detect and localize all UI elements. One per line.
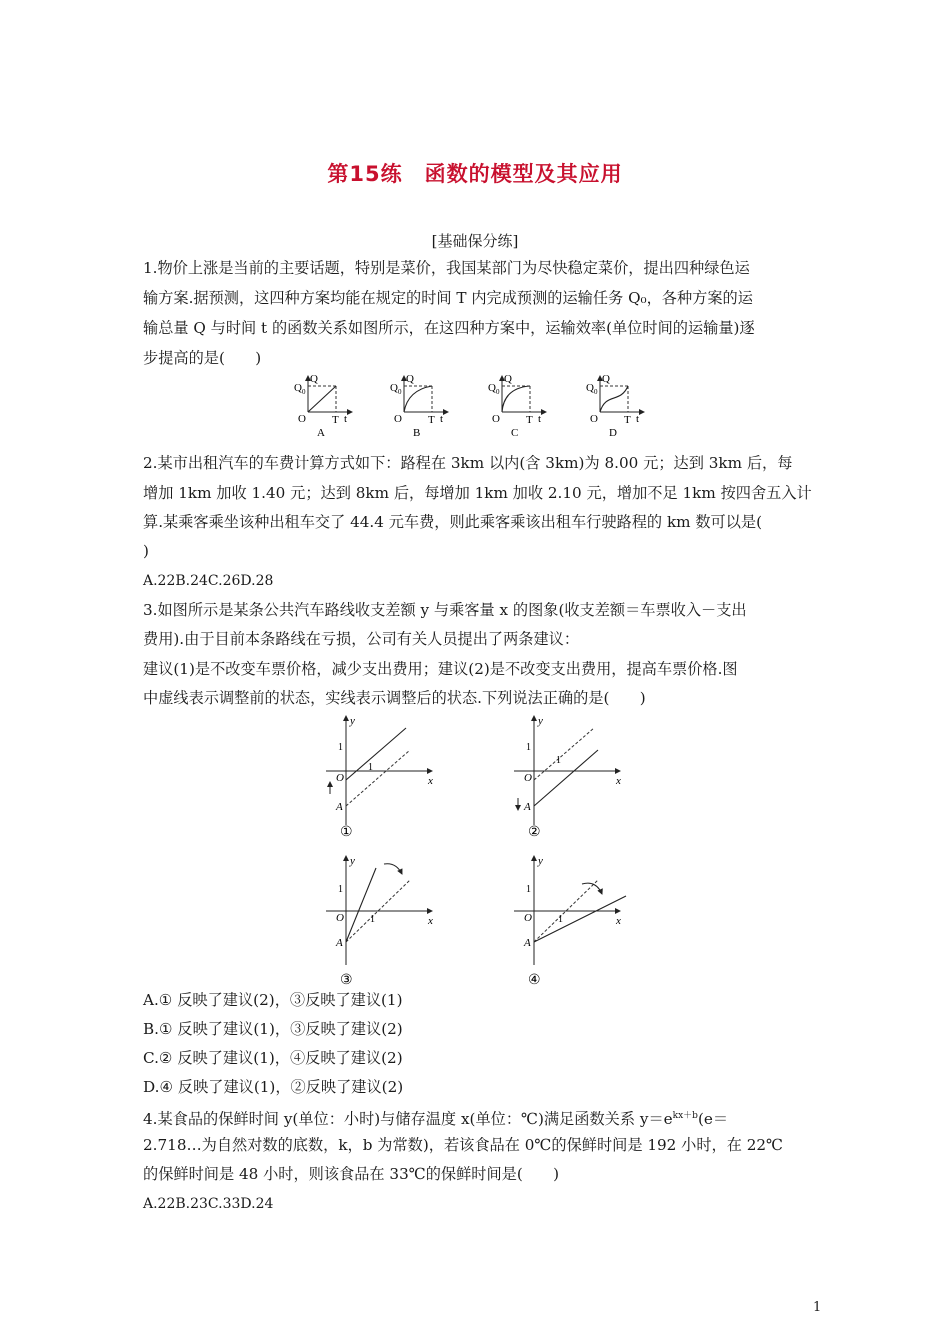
q3-graph-3 [326, 855, 433, 986]
q3-graph-caption: ④ [528, 973, 541, 986]
q1-q0-sub: 0 [398, 388, 402, 396]
q3-graph-1 [326, 715, 433, 840]
q2-line: 算.某乘客乘坐该种出租车交了 44.4 元车费，则此乘客乘该出租车行驶路程的 km 数可以是( [143, 513, 763, 531]
q3-line: 费用).由于目前本条路线在亏损，公司有关人员提出了两条建议： [143, 630, 580, 648]
q1-time-label: t [344, 413, 348, 425]
q1-t-label: T [332, 414, 339, 426]
q3-line: 建议(1)是不改变车票价格，减少支出费用；建议(2)是不改变支出费用，提高车票价格.图 [143, 660, 738, 678]
q1-q-label: Q [602, 373, 610, 385]
page-number: 1 [813, 1300, 822, 1315]
q3-option-d: D.④ 反映了建议(1)，②反映了建议(2) [143, 1078, 404, 1096]
q1-time-label: t [538, 413, 542, 425]
q3-a-label: A [336, 801, 343, 813]
q1-t-label: T [428, 414, 435, 426]
q3-graph-2 [514, 715, 621, 840]
q1-q0-label: Q [586, 382, 594, 394]
q1-o-label: O [298, 413, 306, 425]
q1-curve-c [502, 386, 530, 412]
q3-o-label: O [336, 772, 344, 784]
q3-o-label: O [524, 912, 532, 924]
q3-graph-caption: ② [528, 825, 541, 840]
q3-graphs-figure [310, 710, 650, 986]
q1-line: 步提高的是( ) [143, 349, 262, 367]
q2-options: A.22B.24C.26D.28 [143, 573, 274, 589]
q1-q0-label: Q [390, 382, 398, 394]
q3-o-label: O [336, 912, 344, 924]
q2-line: 2.某市出租汽车的车费计算方式如下：路程在 3km 以内(含 3km)为 8.00 元；达到 3km 后，每 [143, 454, 793, 472]
q1-graph-d [586, 373, 644, 439]
q3-one-label: 1 [338, 884, 343, 895]
q3-line: 3.如图所示是某条公共汽车路线收支差额 y 与乘客量 x 的图象(收支差额＝车票收入－支出 [143, 601, 747, 619]
q3-a-label: A [336, 937, 343, 949]
q3-one-label: 1 [526, 884, 531, 895]
q1-o-label: O [394, 413, 402, 425]
q3-y-label: y [538, 715, 543, 727]
q4-line-1-main: 4.某食品的保鲜时间 y(单位：小时)与储存温度 x(单位：℃)满足函数关系 y＝e [143, 1110, 673, 1129]
q3-one-label: 1 [558, 914, 563, 925]
q4-line-1 [143, 1105, 823, 1130]
q1-graph-caption: B [413, 427, 421, 439]
q3-a-label: A [524, 937, 531, 949]
q1-line: 输总量 Q 与时间 t 的函数关系如图所示，在这四种方案中，运输效率(单位时间的运输量)逐 [143, 319, 755, 337]
section-heading: [基础保分练] [431, 232, 519, 250]
q1-graph-b [390, 373, 448, 439]
q4-line: 的保鲜时间是 48 小时，则该食品在 33℃的保鲜时间是( ) [143, 1165, 560, 1183]
q3-y-label: y [350, 855, 355, 867]
q1-q0-sub: 0 [496, 388, 500, 396]
q3-y-label: y [350, 715, 355, 727]
q3-graph-caption: ③ [340, 973, 353, 986]
q1-graph-caption: C [511, 427, 519, 439]
q4-line-1-tail: (e＝ [697, 1110, 729, 1129]
q1-graphs-figure [280, 370, 680, 442]
q3-y-label: y [538, 855, 543, 867]
q1-curve-b [404, 386, 432, 412]
q3-a-label: A [524, 801, 531, 813]
q3-one-label: 1 [556, 755, 561, 766]
q1-time-label: t [440, 413, 444, 425]
q3-graph-caption: ① [340, 825, 353, 840]
q1-q0-sub: 0 [302, 388, 306, 396]
q1-graph-caption: A [317, 427, 325, 439]
q3-one-label: 1 [338, 742, 343, 753]
q1-graph-a [294, 373, 352, 439]
rotate-arrow-icon [384, 864, 402, 874]
q1-t-label: T [526, 414, 533, 426]
q1-q-label: Q [310, 373, 318, 385]
q3-x-label: x [616, 915, 621, 927]
q3-one-label: 1 [370, 914, 375, 925]
q1-o-label: O [590, 413, 598, 425]
q3-graph-4 [514, 855, 626, 986]
q1-q0-sub: 0 [594, 388, 598, 396]
q1-line: 1.物价上涨是当前的主要话题，特别是菜价，我国某部门为尽快稳定菜价，提出四种绿色运 [143, 259, 750, 277]
q3-x-label: x [616, 775, 621, 787]
q2-line: ) [143, 542, 149, 560]
q1-t-label: T [624, 414, 631, 426]
q4-options: A.22B.23C.33D.24 [143, 1196, 274, 1212]
q1-q0-label: Q [294, 382, 302, 394]
q1-q-label: Q [504, 373, 512, 385]
q2-line: 增加 1km 加收 1.40 元；达到 8km 后，每增加 1km 加收 2.10 元，增加不足 1km 按四舍五入计 [143, 484, 812, 502]
q3-one-label: 1 [368, 762, 373, 773]
q1-q0-label: Q [488, 382, 496, 394]
q4-exponent: kx＋b [672, 1111, 698, 1121]
q1-line: 输方案.据预测，这四种方案均能在规定的时间 T 内完成预测的运输任务 Q₀，各种方案的运 [143, 289, 753, 307]
q1-time-label: t [636, 413, 640, 425]
q3-option-a: A.① 反映了建议(2)，③反映了建议(1) [143, 991, 403, 1009]
q3-x-label: x [428, 775, 433, 787]
q3-line: 中虚线表示调整前的状态，实线表示调整后的状态.下列说法正确的是( ) [143, 689, 646, 707]
q1-graph-c [488, 373, 546, 439]
q1-o-label: O [492, 413, 500, 425]
q4-line: 2.718…为自然对数的底数，k，b 为常数)，若该食品在 0℃的保鲜时间是 192 小时，在 22℃ [143, 1136, 784, 1154]
q3-one-label: 1 [526, 742, 531, 753]
page-title: 第15练 函数的模型及其应用 [327, 162, 623, 186]
q1-graph-caption: D [609, 427, 617, 439]
q1-curve-a [308, 386, 336, 412]
q3-option-c: C.② 反映了建议(1)，④反映了建议(2) [143, 1049, 403, 1067]
q3-option-b: B.① 反映了建议(1)，③反映了建议(2) [143, 1020, 403, 1038]
q3-x-label: x [428, 915, 433, 927]
q1-q-label: Q [406, 373, 414, 385]
q1-curve-d [600, 386, 628, 412]
q3-o-label: O [524, 772, 532, 784]
